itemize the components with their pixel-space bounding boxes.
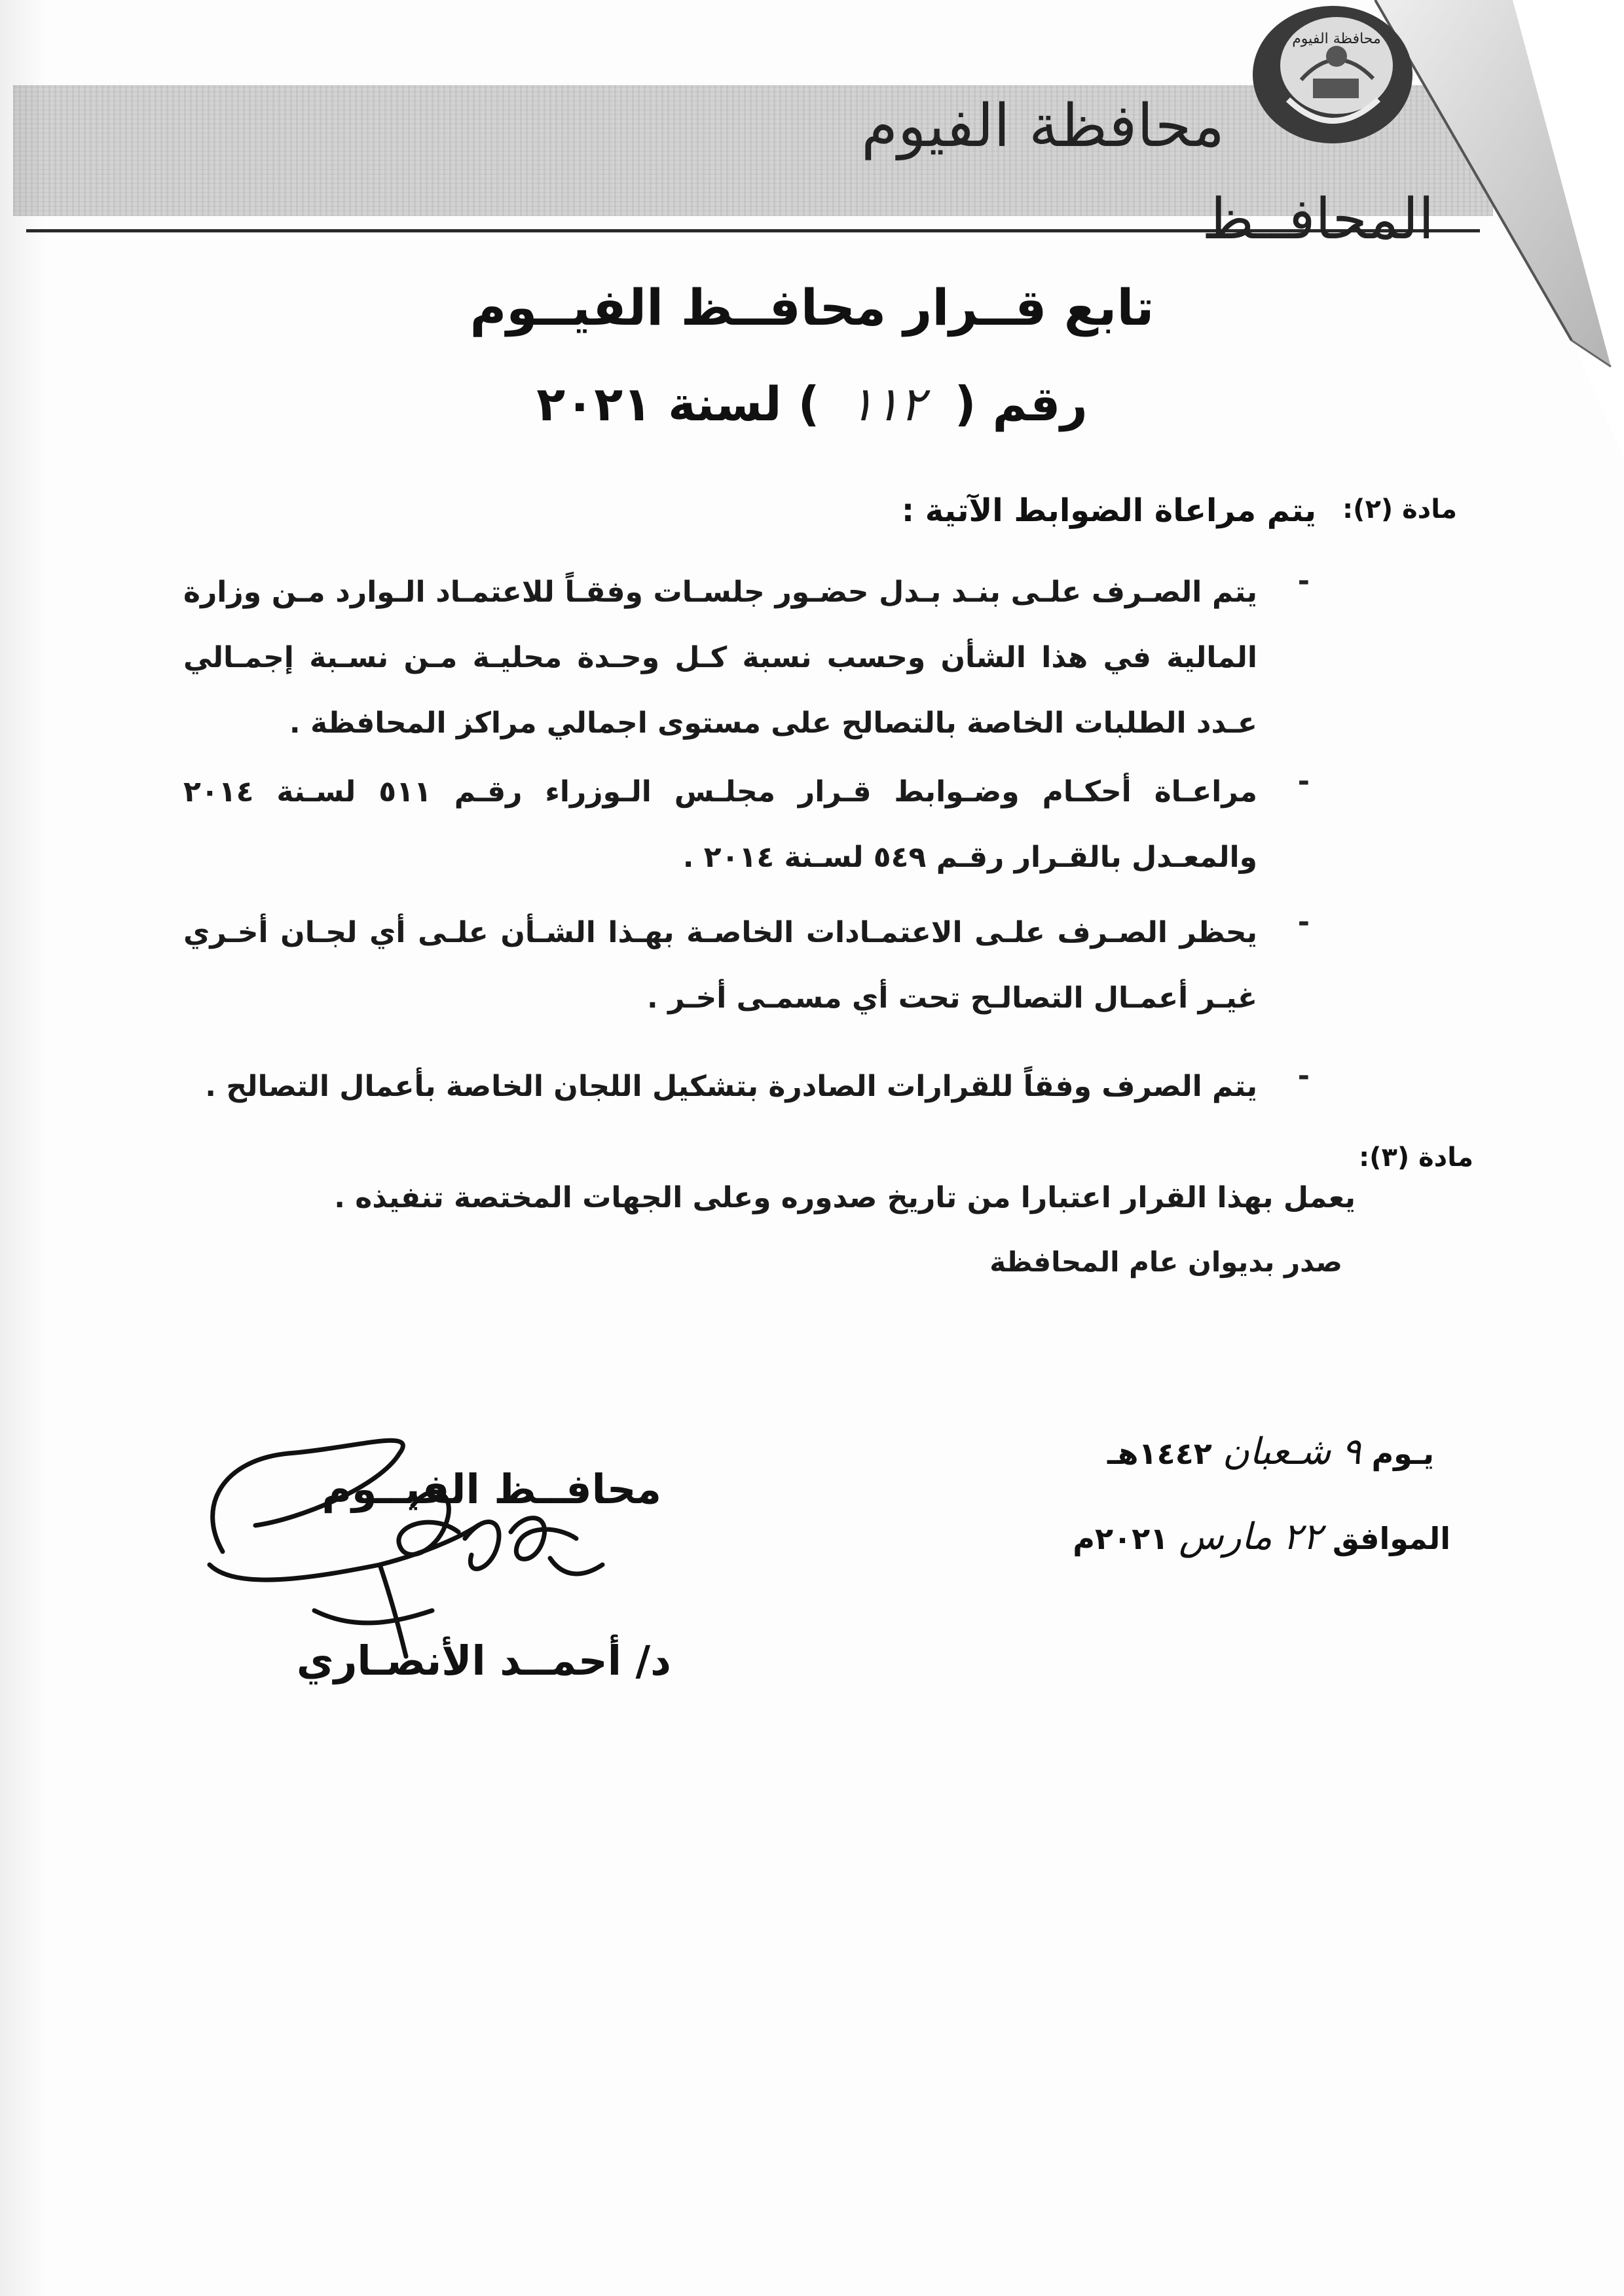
article-3-text: يعمل بهذا القرار اعتبارا من تاريخ صدوره وعلى الجهات المختصة تنفيذه .	[334, 1181, 1356, 1214]
signatory-title: محافــظ الفيــوم	[322, 1465, 661, 1513]
article-2-item-3: يحظر الصـرف علـى الاعتمـادات الخاصـة بهـذا الشـأن علـى أي لجـان أخـري غيـر أعمـال التصالـح تحت أي مسمـى أخـر .	[183, 916, 1257, 1015]
bullet-3: -	[1297, 905, 1310, 939]
svg-text:محافظة الفيوم: محافظة الفيوم	[1292, 31, 1381, 47]
bullet-1: -	[1297, 564, 1310, 598]
decree-number-suffix: ) لسنة ٢٠٢١	[536, 376, 820, 431]
hijri-month: شـعبان	[1222, 1430, 1331, 1473]
hijri-year: ١٤٤٢هـ	[1107, 1436, 1212, 1471]
article-2-item-2: مراعـاة أحكـام وضـوابط قـرار مجلـس الـوزراء رقـم ٥١١ لسـنة ٢٠١٤ والمعـدل بالقـرار رقـم ٥٤٩ لسـنة ٢٠١٤ .	[183, 775, 1257, 874]
gregorian-month: مارس	[1179, 1516, 1272, 1558]
signatory-name: د/ أحمــد الأنصـاري	[296, 1637, 671, 1685]
hijri-date	[1107, 1430, 1434, 1473]
hijri-day: ٩	[1341, 1430, 1361, 1473]
office-title: المحافــظ	[1202, 187, 1434, 252]
bullet-4: -	[1297, 1059, 1310, 1093]
handwritten-signature	[183, 1414, 661, 1663]
governorate-emblem-icon	[1247, 1, 1418, 149]
article-3-label: مادة (٣):	[1359, 1142, 1473, 1173]
issued-at: صدر بديوان عام المحافظة	[989, 1246, 1342, 1278]
bullet-2: -	[1297, 765, 1310, 798]
gregorian-date	[1073, 1516, 1450, 1558]
gregorian-day: ٢٢	[1282, 1516, 1322, 1558]
article-2-heading: يتم مراعاة الضوابط الآتية :	[901, 492, 1316, 529]
gregorian-year: ٢٠٢١م	[1073, 1521, 1169, 1556]
decree-number-prefix: رقم (	[954, 376, 1088, 431]
hijri-date-prefix: يـوم	[1371, 1436, 1434, 1471]
decree-title: تابع قــرار محافــظ الفيــوم	[470, 278, 1154, 337]
article-2-label: مادة (٢):	[1342, 494, 1457, 524]
scan-edge-shadow	[0, 0, 46, 2296]
governorate-name: محافظة الفيوم	[861, 92, 1225, 160]
article-2-item-1: يتم الصـرف علـى بنـد بـدل حضـور جلسـات وفقـاً للاعتمـاد الـوارد مـن وزارة المالية في هذا الشأن وحسب نسبة كـل وحـدة محليـة مـن نسـبة إجمـالي عـدد الطلبات الخاصة بالتصالح على مستوى اجمالي مراكز المحافظة .	[183, 575, 1257, 740]
gregorian-date-prefix: الموافق	[1332, 1521, 1450, 1556]
decree-number-handwritten: ١١٢	[849, 376, 925, 431]
decree-number-line	[0, 376, 1624, 431]
article-2-item-4: يتم الصرف وفقاً للقرارات الصادرة بتشكيل اللجان الخاصة بأعمال التصالح .	[205, 1070, 1257, 1103]
